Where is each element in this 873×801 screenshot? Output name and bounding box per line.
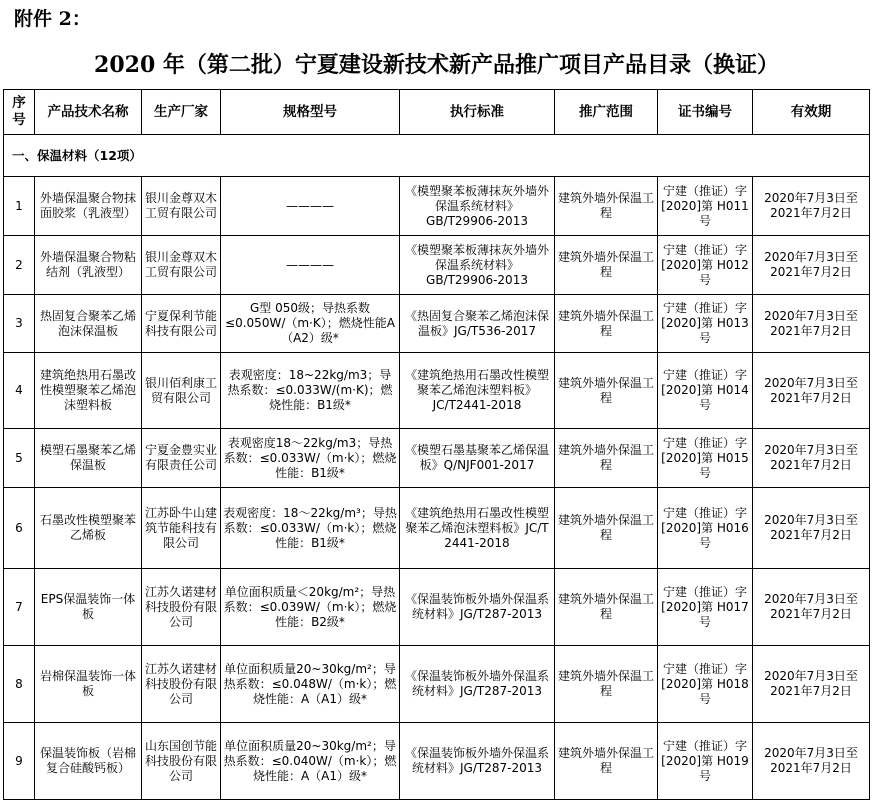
cell-product-name: 岩棉保温装饰一体板 (35, 646, 142, 723)
cell-scope: 建筑外墙外保温工程 (555, 723, 658, 800)
section-label: 一、保温材料（12项） (4, 135, 870, 177)
cell-cert: 宁建（推证）字[2020]第 H018 号 (658, 646, 753, 723)
table-row (4, 429, 870, 488)
cell-cert: 宁建（推证）字[2020]第 H011 号 (658, 177, 753, 236)
attachment-label: 附件 2： (14, 8, 91, 30)
cell-spec: ———— (221, 177, 400, 236)
header-standard: 执行标准 (400, 90, 555, 135)
header-spec: 规格型号 (221, 90, 400, 135)
cell-product-name: 模塑石墨聚苯乙烯保温板 (35, 429, 142, 488)
cell-no: 8 (4, 646, 35, 723)
cell-scope: 建筑外墙外保温工程 (555, 236, 658, 295)
cell-no: 7 (4, 569, 35, 646)
cell-valid: 2020年7月3日至2021年7月2日 (753, 488, 870, 569)
cell-valid: 2020年7月3日至2021年7月2日 (753, 723, 870, 800)
section-row (4, 135, 870, 177)
document-title: 2020 年（第二批）宁夏建设新技术新产品推广项目产品目录（换证） (94, 52, 779, 78)
cell-maker: 银川佰利康工贸有限公司 (142, 353, 221, 429)
cell-maker: 宁夏金豊实业有限责任公司 (142, 429, 221, 488)
cell-cert: 宁建（推证）字[2020]第 H016 号 (658, 488, 753, 569)
table-row (4, 353, 870, 429)
cell-maker: 山东国创节能科技股份有限公司 (142, 723, 221, 800)
cell-standard: 《建筑绝热用石墨改性模塑聚苯乙烯泡沫塑料板》JC/T2441-2018 (400, 353, 555, 429)
cell-standard: 《保温装饰板外墙外保温系统材料》JG/T287-2013 (400, 646, 555, 723)
cell-product-name: 石墨改性模塑聚苯乙烯板 (35, 488, 142, 569)
cell-spec: ———— (221, 236, 400, 295)
cell-cert: 宁建（推证）字[2020]第 H015 号 (658, 429, 753, 488)
table-row (4, 569, 870, 646)
cell-valid: 2020年7月3日至2021年7月2日 (753, 569, 870, 646)
cell-standard: 《建筑绝热用石墨改性模塑聚苯乙烯泡沫塑料板》JC/T 2441-2018 (400, 488, 555, 569)
header-valid: 有效期 (753, 90, 870, 135)
cell-product-name: 建筑绝热用石墨改性模塑聚苯乙烯泡沫塑料板 (35, 353, 142, 429)
cell-scope: 建筑外墙外保温工程 (555, 569, 658, 646)
cell-no: 4 (4, 353, 35, 429)
cell-standard: 《保温装饰板外墙外保温系统材料》JG/T287-2013 (400, 569, 555, 646)
cell-standard: 《模塑石墨基聚苯乙烯保温板》Q/NJF001-2017 (400, 429, 555, 488)
cell-spec: 单位面积质量20~30kg/m²；导热系数：≤0.040W/（m·k）；燃烧性能：A（A1）级* (221, 723, 400, 800)
cell-cert: 宁建（推证）字[2020]第 H013 号 (658, 295, 753, 353)
cell-valid: 2020年7月3日至2021年7月2日 (753, 177, 870, 236)
cell-no: 1 (4, 177, 35, 236)
cell-valid: 2020年7月3日至2021年7月2日 (753, 236, 870, 295)
header-product-name: 产品技术名称 (35, 90, 142, 135)
cell-product-name: 外墙保温聚合物抹面胶浆（乳液型） (35, 177, 142, 236)
cell-maker: 江苏久诺建材科技股份有限公司 (142, 569, 221, 646)
cell-cert: 宁建（推证）字[2020]第 H019 号 (658, 723, 753, 800)
table-row (4, 723, 870, 800)
cell-product-name: 保温装饰板（岩棉复合硅酸钙板） (35, 723, 142, 800)
cell-maker: 江苏卧牛山建筑节能科技有限公司 (142, 488, 221, 569)
cell-spec: 表观密度：18～22kg/m³；导热系数：≤0.033W/（m·k）；燃烧性能：B1级* (221, 488, 400, 569)
cell-valid: 2020年7月3日至2021年7月2日 (753, 646, 870, 723)
cell-spec: 单位面积质量20~30kg/m²；导热系数：≤0.048W/（m·k）；燃烧性能：A（A1）级* (221, 646, 400, 723)
header-no: 序号 (4, 90, 35, 135)
cell-cert: 宁建（推证）字[2020]第 H012 号 (658, 236, 753, 295)
cell-cert: 宁建（推证）字[2020]第 H014 号 (658, 353, 753, 429)
cell-spec: 表观密度：18~22kg/m3；导热系数：≤0.033W/(m·K)；燃烧性能：B1级* (221, 353, 400, 429)
table-row (4, 177, 870, 236)
cell-cert: 宁建（推证）字[2020]第 H017 号 (658, 569, 753, 646)
table-row (4, 236, 870, 295)
cell-scope: 建筑外墙外保温工程 (555, 295, 658, 353)
table-row (4, 646, 870, 723)
cell-maker: 江苏久诺建材科技股份有限公司 (142, 646, 221, 723)
table-row (4, 488, 870, 569)
cell-spec: 单位面积质量＜20kg/m²；导热系数：≤0.039W/（m·k）；燃烧性能：B2级* (221, 569, 400, 646)
header-scope: 推广范围 (555, 90, 658, 135)
cell-scope: 建筑外墙外保温工程 (555, 646, 658, 723)
cell-product-name: 外墙保温聚合物粘结剂（乳液型） (35, 236, 142, 295)
cell-scope: 建筑外墙外保温工程 (555, 177, 658, 236)
cell-spec: 表观密度18～22kg/m3；导热系数：≤0.033W/（m·k）；燃烧性能：B1级* (221, 429, 400, 488)
cell-maker: 银川金尊双木工贸有限公司 (142, 236, 221, 295)
cell-maker: 宁夏保利节能科技有限公司 (142, 295, 221, 353)
cell-no: 6 (4, 488, 35, 569)
cell-no: 9 (4, 723, 35, 800)
header-maker: 生产厂家 (142, 90, 221, 135)
cell-standard: 《模塑聚苯板薄抹灰外墙外保温系统材料》GB/T29906-2013 (400, 236, 555, 295)
header-cert: 证书编号 (658, 90, 753, 135)
header-row (4, 90, 870, 135)
cell-valid: 2020年7月3日至2021年7月2日 (753, 429, 870, 488)
cell-no: 5 (4, 429, 35, 488)
cell-scope: 建筑外墙外保温工程 (555, 353, 658, 429)
cell-no: 3 (4, 295, 35, 353)
cell-product-name: 热固复合聚苯乙烯泡沫保温板 (35, 295, 142, 353)
table-row (4, 295, 870, 353)
cell-standard: 《模塑聚苯板薄抹灰外墙外保温系统材料》GB/T29906-2013 (400, 177, 555, 236)
cell-scope: 建筑外墙外保温工程 (555, 488, 658, 569)
cell-scope: 建筑外墙外保温工程 (555, 429, 658, 488)
cell-spec: G型 050级；导热系数≤0.050W/（m·K）；燃烧性能A（A2）级* (221, 295, 400, 353)
cell-valid: 2020年7月3日至2021年7月2日 (753, 353, 870, 429)
cell-standard: 《保温装饰板外墙外保温系统材料》JG/T287-2013 (400, 723, 555, 800)
product-catalog-table (3, 89, 870, 800)
cell-maker: 银川金尊双木工贸有限公司 (142, 177, 221, 236)
cell-standard: 《热固复合聚苯乙烯泡沫保温板》JG/T536-2017 (400, 295, 555, 353)
cell-no: 2 (4, 236, 35, 295)
cell-product-name: EPS保温装饰一体板 (35, 569, 142, 646)
cell-valid: 2020年7月3日至2021年7月2日 (753, 295, 870, 353)
